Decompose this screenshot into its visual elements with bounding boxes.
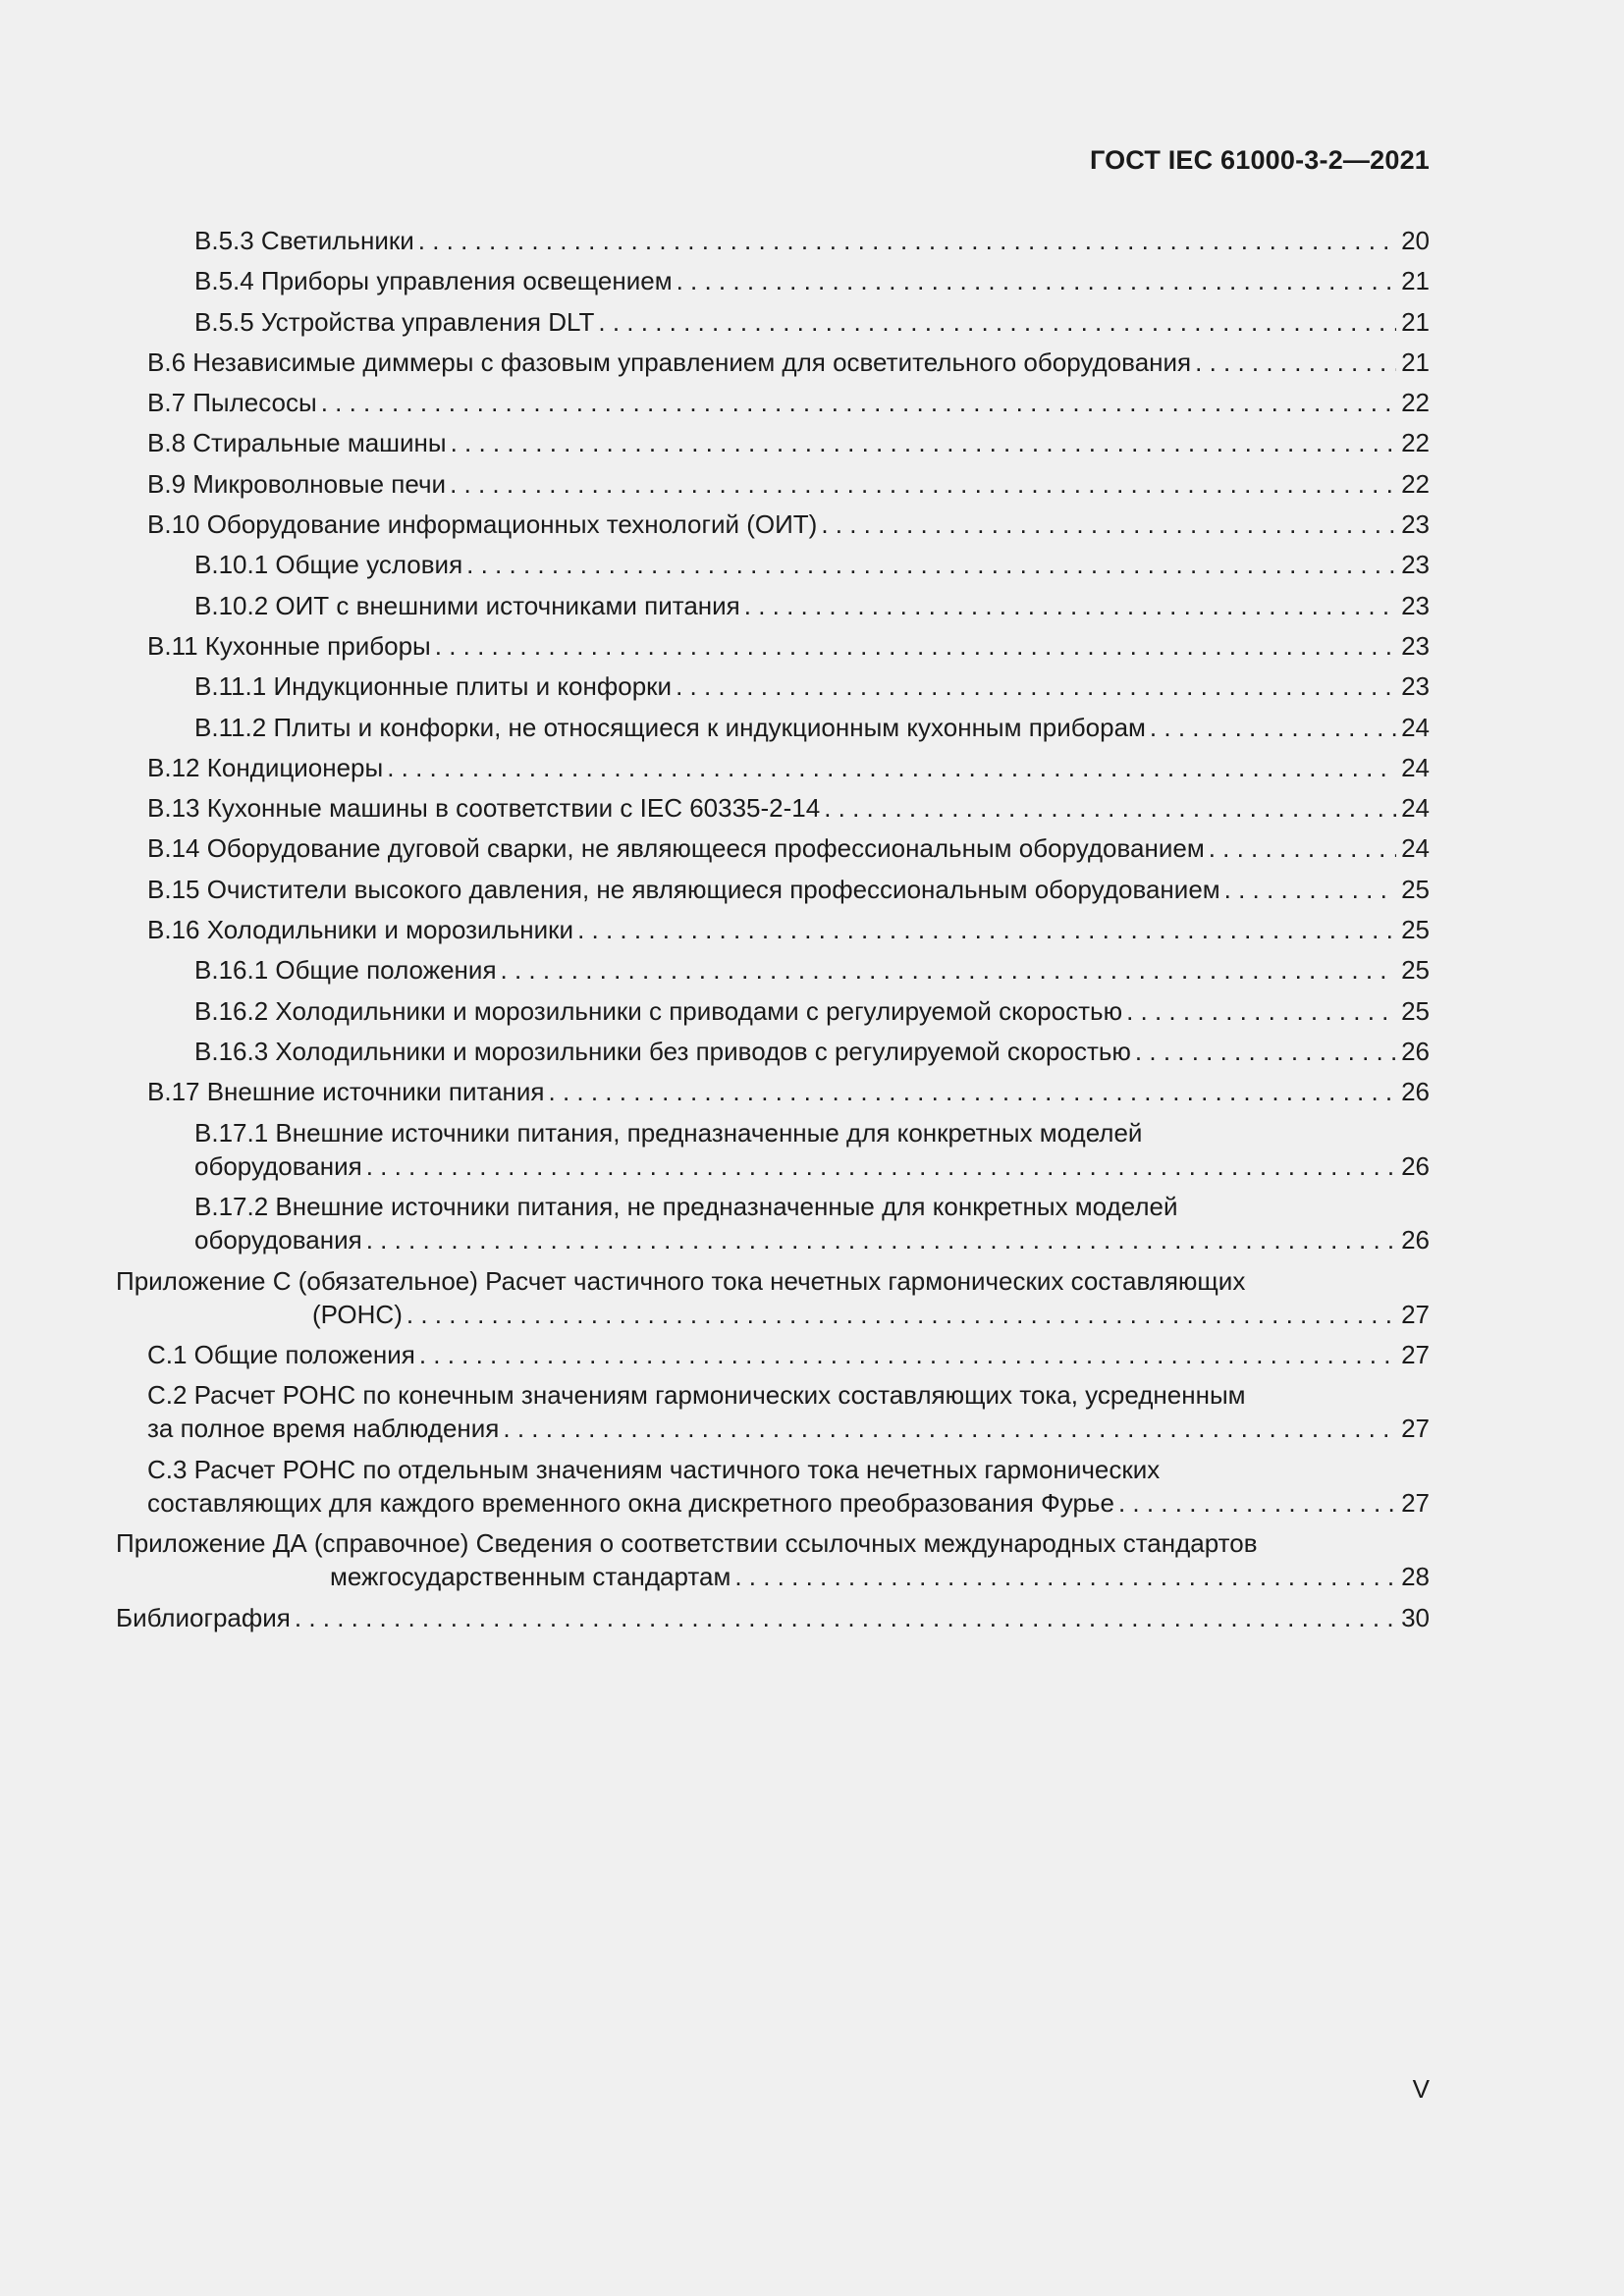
table-of-contents (116, 224, 1430, 1641)
toc-entry-page: 28 (1401, 1562, 1430, 1592)
toc-entry-page: 27 (1401, 1487, 1430, 1518)
toc-entry-title: В.10 Оборудование информационных технологий (ОИТ) (147, 509, 818, 540)
toc-entry-page: 23 (1401, 590, 1430, 620)
toc-entry-page: 24 (1401, 833, 1430, 864)
toc-entry[interactable] (116, 1075, 1430, 1115)
toc-entry-page: 25 (1401, 995, 1430, 1026)
toc-entry-title: Приложение С (обязательное) Расчет частичного тока нечетных гармонических составляющих (116, 1265, 1246, 1296)
toc-entry-title: С.3 Расчет РОНС по отдельным значениям частичного тока нечетных гармонических (147, 1454, 1161, 1484)
toc-entry[interactable] (116, 994, 1430, 1035)
toc-entry[interactable] (116, 224, 1430, 264)
toc-entry[interactable] (116, 913, 1430, 953)
toc-entry-page: 27 (1401, 1414, 1430, 1444)
toc-entry-page: 23 (1401, 630, 1430, 661)
toc-entry-page: 26 (1401, 1225, 1430, 1255)
toc-entry-title: В.11 Кухонные приборы (147, 630, 431, 661)
toc-entry[interactable] (116, 1035, 1430, 1075)
toc-entry-page: 26 (1401, 1150, 1430, 1181)
toc-entry[interactable] (116, 1190, 1430, 1264)
toc-entry-page: 24 (1401, 712, 1430, 742)
toc-entry-title: В.16.1 Общие положения (194, 955, 497, 986)
toc-entry[interactable] (116, 589, 1430, 629)
toc-entry-page: 25 (1401, 915, 1430, 945)
toc-entry[interactable] (116, 1338, 1430, 1378)
toc-entry-title: В.7 Пылесосы (147, 388, 317, 418)
toc-entry-page: 21 (1401, 347, 1430, 377)
toc-entry-page: 24 (1401, 793, 1430, 824)
toc-entry-title: В.17.2 Внешние источники питания, не предназначенные для конкретных моделей (194, 1192, 1178, 1222)
toc-entry-page: 27 (1401, 1299, 1430, 1329)
toc-entry[interactable] (116, 953, 1430, 993)
toc-entry-page: 22 (1401, 388, 1430, 418)
toc-entry-title: В.5.5 Устройства управления DLT (194, 306, 595, 337)
toc-entry-title: В.16.3 Холодильники и морозильники без приводов с регулируемой скоростью (194, 1036, 1131, 1066)
toc-entry-page: 21 (1401, 306, 1430, 337)
toc-entry-page: 23 (1401, 550, 1430, 580)
toc-entry[interactable] (116, 831, 1430, 872)
toc-entry-title: В.9 Микроволновые печи (147, 468, 447, 499)
toc-entry-title: В.14 Оборудование дуговой сварки, не являющееся профессиональным оборудованием (147, 833, 1205, 864)
toc-entry-title-continued: оборудования (194, 1225, 362, 1255)
toc-entry-title: В.11.2 Плиты и конфорки, не относящиеся к индукционным кухонным приборам (194, 712, 1146, 742)
toc-entry-title: В.10.1 Общие условия (194, 550, 463, 580)
toc-entry-title: С.1 Общие положения (147, 1340, 415, 1370)
toc-entry-appendix[interactable] (116, 1526, 1430, 1601)
toc-entry[interactable] (116, 669, 1430, 710)
toc-entry-title: С.2 Расчет РОНС по конечным значениям гармонических составляющих тока, усредненным (147, 1380, 1246, 1411)
toc-entry-page: 22 (1401, 468, 1430, 499)
toc-entry[interactable] (116, 386, 1430, 426)
toc-entry[interactable] (116, 346, 1430, 386)
toc-entry-page: 24 (1401, 752, 1430, 782)
toc-entry-page: 30 (1401, 1602, 1430, 1632)
toc-entry-title: В.8 Стиральные машины (147, 428, 447, 458)
toc-entry-title-continued: (РОНС) (312, 1299, 403, 1329)
toc-entry-page: 25 (1401, 874, 1430, 904)
toc-entry-title: В.5.3 Светильники (194, 226, 414, 255)
toc-entry[interactable] (116, 873, 1430, 913)
toc-entry[interactable] (116, 751, 1430, 791)
toc-entry-title: В.15 Очистители высокого давления, не являющиеся профессиональным оборудованием (147, 874, 1220, 904)
toc-entry-title-continued: оборудования (194, 1150, 362, 1181)
document-code-header: ГОСТ IEC 61000-3-2—2021 (1089, 145, 1430, 175)
toc-entry-title: В.5.4 Приборы управления освещением (194, 266, 673, 296)
toc-entry-title: В.6 Независимые диммеры с фазовым управлением для осветительного оборудования (147, 347, 1192, 377)
toc-entry-title: В.16.2 Холодильники и морозильники с приводами с регулируемой скоростью (194, 995, 1123, 1026)
toc-entry[interactable] (116, 467, 1430, 507)
toc-entry-page: 23 (1401, 509, 1430, 540)
toc-entry[interactable] (116, 264, 1430, 304)
toc-entry-page: 26 (1401, 1077, 1430, 1107)
toc-entry-title: В.10.2 ОИТ с внешними источниками питания (194, 590, 740, 620)
toc-entry-title: В.16 Холодильники и морозильники (147, 915, 574, 945)
toc-entry[interactable] (116, 791, 1430, 831)
toc-entry-title: В.12 Кондиционеры (147, 752, 384, 782)
toc-entry[interactable] (116, 1453, 1430, 1527)
toc-entry-title: Приложение ДА (справочное) Сведения о соответствии ссылочных международных стандартов (116, 1528, 1258, 1559)
toc-entry[interactable] (116, 1378, 1430, 1453)
toc-entry-page: 23 (1401, 671, 1430, 702)
toc-entry-title: В.17.1 Внешние источники питания, предназначенные для конкретных моделей (194, 1117, 1143, 1148)
toc-entry[interactable] (116, 548, 1430, 588)
toc-entry-title-continued: межгосударственным стандартам (330, 1562, 731, 1592)
toc-entry-appendix[interactable] (116, 1264, 1430, 1339)
toc-entry[interactable] (116, 426, 1430, 466)
toc-entry-page: 20 (1401, 226, 1430, 255)
toc-entry[interactable] (116, 711, 1430, 751)
toc-entry-title: В.11.1 Индукционные плиты и конфорки (194, 671, 673, 702)
toc-entry-title: В.13 Кухонные машины в соответствии с IEC 60335-2-14 (147, 793, 821, 824)
toc-entry-title-continued: составляющих для каждого временного окна дискретного преобразования Фурье (147, 1487, 1114, 1518)
toc-entry-page: 21 (1401, 266, 1430, 296)
toc-entry-page: 25 (1401, 955, 1430, 986)
toc-entry-page: 26 (1401, 1036, 1430, 1066)
toc-entry[interactable] (116, 305, 1430, 346)
page-number: V (1412, 2074, 1430, 2104)
toc-entry-page: 27 (1401, 1340, 1430, 1370)
toc-entry-title: В.17 Внешние источники питания (147, 1077, 545, 1107)
toc-entry-page: 22 (1401, 428, 1430, 458)
toc-entry-title: Библиография (116, 1602, 291, 1632)
toc-entry[interactable] (116, 629, 1430, 669)
toc-entry[interactable] (116, 1116, 1430, 1191)
toc-entry-title-continued: за полное время наблюдения (147, 1414, 500, 1444)
toc-entry-bibliography[interactable] (116, 1601, 1430, 1641)
toc-entry[interactable] (116, 507, 1430, 548)
